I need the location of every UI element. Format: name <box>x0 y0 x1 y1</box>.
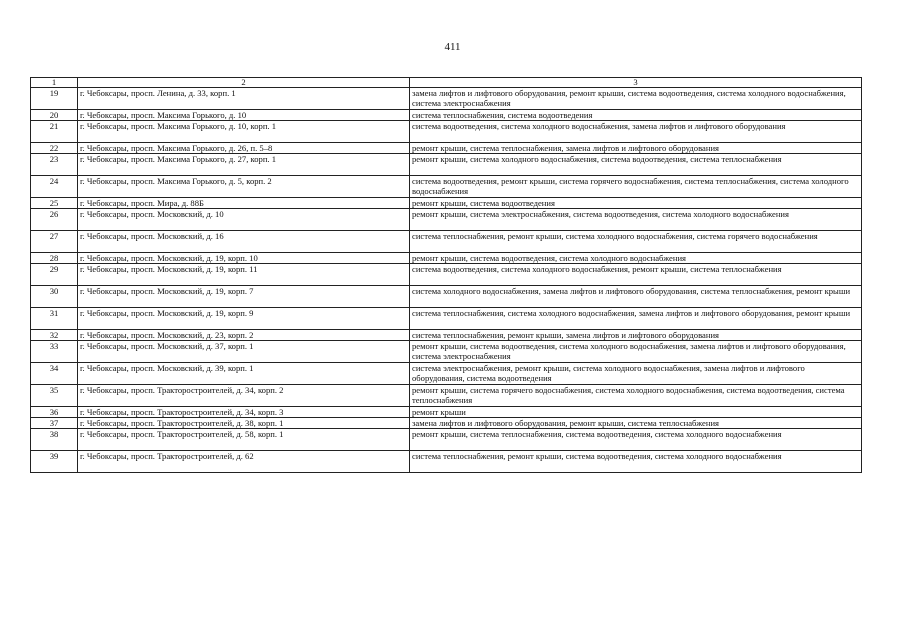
address-cell: г. Чебоксары, просп. Московский, д. 16 <box>78 231 410 253</box>
address-cell: г. Чебоксары, просп. Максима Горького, д. 10 <box>78 110 410 121</box>
works-cell: система теплоснабжения, система водоотведения <box>410 110 862 121</box>
works-cell: система теплоснабжения, ремонт крыши, замена лифтов и лифтового оборудования <box>410 330 862 341</box>
works-cell: ремонт крыши, система водоотведения, система холодного водоснабжения, замена лифтов и лифтового оборудования, система электроснабжения <box>410 341 862 363</box>
row-number-cell: 25 <box>31 198 78 209</box>
row-number-cell: 39 <box>31 451 78 473</box>
table-row <box>31 253 862 264</box>
works-cell: система теплоснабжения, ремонт крыши, система водоотведения, система холодного водоснабжения <box>410 451 862 473</box>
works-cell: замена лифтов и лифтового оборудования, ремонт крыши, система теплоснабжения <box>410 418 862 429</box>
address-cell: г. Чебоксары, просп. Московский, д. 23, корп. 2 <box>78 330 410 341</box>
table-row <box>31 121 862 143</box>
table-row <box>31 231 862 253</box>
row-number-cell: 21 <box>31 121 78 143</box>
address-cell: г. Чебоксары, просп. Московский, д. 19, корп. 9 <box>78 308 410 330</box>
works-cell: система водоотведения, система холодного водоснабжения, замена лифтов и лифтового оборудования <box>410 121 862 143</box>
row-number-cell: 31 <box>31 308 78 330</box>
table-row <box>31 308 862 330</box>
column-header-number: 1 <box>31 78 78 88</box>
works-cell: ремонт крыши, система водоотведения, система холодного водоснабжения <box>410 253 862 264</box>
works-cell: система электроснабжения, ремонт крыши, система холодного водоснабжения, замена лифтов и лифтового оборудования, система водоотведения <box>410 363 862 385</box>
address-cell: г. Чебоксары, просп. Московский, д. 19, корп. 10 <box>78 253 410 264</box>
row-number-cell: 33 <box>31 341 78 363</box>
table-row <box>31 286 862 308</box>
address-cell: г. Чебоксары, просп. Тракторостроителей, д. 62 <box>78 451 410 473</box>
table-row <box>31 385 862 407</box>
row-number-cell: 32 <box>31 330 78 341</box>
table-row <box>31 451 862 473</box>
column-header-works: 3 <box>410 78 862 88</box>
works-cell: замена лифтов и лифтового оборудования, ремонт крыши, система водоотведения, система холодного водоснабжения, система электроснабжения <box>410 88 862 110</box>
row-number-cell: 30 <box>31 286 78 308</box>
address-cell: г. Чебоксары, просп. Максима Горького, д. 26, п. 5–8 <box>78 143 410 154</box>
works-cell: ремонт крыши, система теплоснабжения, замена лифтов и лифтового оборудования <box>410 143 862 154</box>
table-row <box>31 143 862 154</box>
table-row <box>31 407 862 418</box>
page-number: 411 <box>444 41 461 53</box>
works-cell: ремонт крыши, система горячего водоснабжения, система холодного водоснабжения, система водоотведения, система теплоснабжения <box>410 385 862 407</box>
address-cell: г. Чебоксары, просп. Максима Горького, д. 10, корп. 1 <box>78 121 410 143</box>
address-cell: г. Чебоксары, просп. Максима Горького, д. 5, корп. 2 <box>78 176 410 198</box>
works-cell: ремонт крыши, система водоотведения <box>410 198 862 209</box>
address-cell: г. Чебоксары, просп. Московский, д. 19, корп. 11 <box>78 264 410 286</box>
table-row <box>31 154 862 176</box>
column-header-address: 2 <box>78 78 410 88</box>
address-cell: г. Чебоксары, просп. Московский, д. 10 <box>78 209 410 231</box>
table-header-row <box>31 78 862 88</box>
table-row <box>31 209 862 231</box>
row-number-cell: 22 <box>31 143 78 154</box>
table-row <box>31 330 862 341</box>
table-row <box>31 418 862 429</box>
address-cell: г. Чебоксары, просп. Московский, д. 39, корп. 1 <box>78 363 410 385</box>
address-cell: г. Чебоксары, просп. Мира, д. 88Б <box>78 198 410 209</box>
table-row <box>31 110 862 121</box>
table-row <box>31 429 862 451</box>
row-number-cell: 24 <box>31 176 78 198</box>
table-row <box>31 198 862 209</box>
table-row <box>31 176 862 198</box>
works-cell: система водоотведения, система холодного водоснабжения, ремонт крыши, система теплоснабжения <box>410 264 862 286</box>
address-cell: г. Чебоксары, просп. Тракторостроителей, д. 38, корп. 1 <box>78 418 410 429</box>
row-number-cell: 20 <box>31 110 78 121</box>
address-cell: г. Чебоксары, просп. Максима Горького, д. 27, корп. 1 <box>78 154 410 176</box>
works-cell: система теплоснабжения, ремонт крыши, система холодного водоснабжения, система горячего водоснабжения <box>410 231 862 253</box>
works-cell: ремонт крыши, система холодного водоснабжения, система водоотведения, система теплоснабжения <box>410 154 862 176</box>
row-number-cell: 19 <box>31 88 78 110</box>
table-row <box>31 264 862 286</box>
works-cell: ремонт крыши, система электроснабжения, система водоотведения, система холодного водоснабжения <box>410 209 862 231</box>
row-number-cell: 36 <box>31 407 78 418</box>
row-number-cell: 23 <box>31 154 78 176</box>
row-number-cell: 26 <box>31 209 78 231</box>
works-cell: система холодного водоснабжения, замена лифтов и лифтового оборудования, система теплоснабжения, ремонт крыши <box>410 286 862 308</box>
table-row <box>31 341 862 363</box>
works-cell: система водоотведения, ремонт крыши, система горячего водоснабжения, система теплоснабжения, система холодного водоснабжения <box>410 176 862 198</box>
table-row <box>31 363 862 385</box>
works-table <box>30 77 862 473</box>
address-cell: г. Чебоксары, просп. Московский, д. 37, корп. 1 <box>78 341 410 363</box>
row-number-cell: 38 <box>31 429 78 451</box>
address-cell: г. Чебоксары, просп. Московский, д. 19, корп. 7 <box>78 286 410 308</box>
works-cell: ремонт крыши <box>410 407 862 418</box>
address-cell: г. Чебоксары, просп. Ленина, д. 33, корп. 1 <box>78 88 410 110</box>
row-number-cell: 29 <box>31 264 78 286</box>
address-cell: г. Чебоксары, просп. Тракторостроителей, д. 58, корп. 1 <box>78 429 410 451</box>
works-cell: ремонт крыши, система теплоснабжения, система водоотведения, система холодного водоснабжения <box>410 429 862 451</box>
works-cell: система теплоснабжения, система холодного водоснабжения, замена лифтов и лифтового оборудования, ремонт крыши <box>410 308 862 330</box>
row-number-cell: 34 <box>31 363 78 385</box>
row-number-cell: 37 <box>31 418 78 429</box>
address-cell: г. Чебоксары, просп. Тракторостроителей, д. 34, корп. 2 <box>78 385 410 407</box>
address-cell: г. Чебоксары, просп. Тракторостроителей, д. 34, корп. 3 <box>78 407 410 418</box>
row-number-cell: 28 <box>31 253 78 264</box>
table-row <box>31 88 862 110</box>
row-number-cell: 35 <box>31 385 78 407</box>
row-number-cell: 27 <box>31 231 78 253</box>
